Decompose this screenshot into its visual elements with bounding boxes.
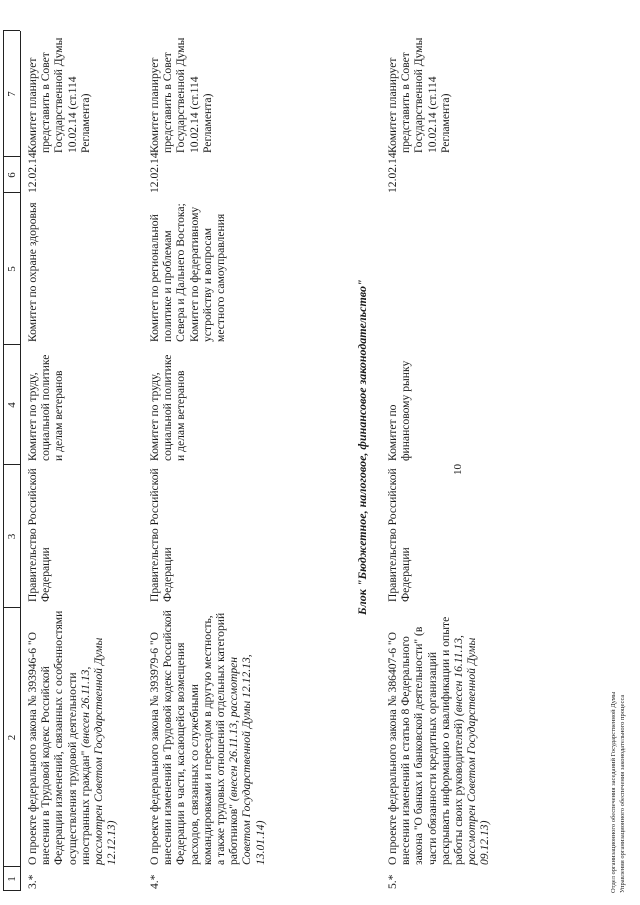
row-number: 3.* — [26, 874, 39, 889]
column-header: 1 — [5, 876, 18, 882]
co-committee: Комитет по региональной политике и проблемам Севера и Дальнего Востока; Комитет по федеративному устройству и вопросам местного самоуправления — [148, 203, 228, 342]
review-date: 12.02.14 — [148, 152, 161, 193]
column-header: 2 — [5, 734, 18, 741]
review-date: 12.02.14 — [386, 152, 399, 193]
bill-status: Комитет планирует представить в Совет Государственной Думы 10.02.14 (ст.114 Регламента) — [148, 37, 214, 153]
responsible-committee: Комитет по труду, социальной политике и делам ветеранов — [148, 354, 188, 461]
responsible-committee: Комитет по финансовому рынку — [386, 360, 413, 461]
bill-status: Комитет планирует представить в Совет Государственной Думы 10.02.14 (ст.114 Регламента) — [386, 37, 452, 153]
review-date: 12.02.14 — [26, 152, 39, 193]
co-committee: Комитет по охране здоровья — [26, 202, 39, 342]
column-header: 7 — [5, 91, 18, 97]
bill-author: Правительство Российской Федерации — [386, 468, 413, 602]
bill-title — [386, 610, 492, 865]
bill-note: (внесен 16.11.13, рассмотрен Советом Государственной Думы 09.12.13) — [452, 635, 492, 865]
footer-line: Управления организационного обеспечения законодательного процесса — [619, 694, 626, 893]
bill-title — [26, 610, 118, 865]
row-number: 5.* — [386, 874, 399, 889]
bill-author: Правительство Российской Федерации — [148, 468, 175, 602]
bill-title-text: О проекте федерального закона № 393946-6 "О внесении в Трудовой кодекс Российской Федерации изменений, связанных с особенностями осуществления трудовой деятельности иностранных граждан" — [26, 610, 92, 865]
bill-status: Комитет планирует представить в Совет Государственной Думы 10.02.14 (ст.114 Регламента) — [26, 37, 92, 153]
bill-author: Правительство Российской Федерации — [26, 468, 53, 602]
header-bottom-border — [20, 31, 21, 891]
responsible-committee: Комитет по труду, социальной политике и делам ветеранов — [26, 354, 66, 461]
column-header: 3 — [5, 533, 18, 540]
bill-note: (внесен 26.11.13, рассмотрен Советом Государственной Думы 12.12.13) — [78, 637, 119, 865]
bill-title — [148, 610, 267, 865]
block-heading: Блок "Бюджетное, налоговое, финансовое законодательство" — [355, 279, 369, 615]
bill-note: (внесен 26.11.13, рассмотрен Советом Государственной Думы 12.12.13, 13.01.14) — [227, 654, 267, 865]
bill-title-text: О проекте федерального закона № 386407-6 "О внесении изменений в статью 8 Федерального закона "О банках и банковской деятельности" (в части обязанности кредитных организаций раскрывать информацию о квалификации и опыте работы своих руководителей) — [386, 616, 466, 865]
row-number: 4.* — [148, 874, 161, 889]
footer-line: Отдел организационного обеспечения заседаний Государственной Думы — [610, 691, 617, 893]
bill-title-text: О проекте федерального закона № 393979-6 "О внесении изменений в Трудовой кодекс Российской Федерации в части, касающейся возмещения расходов, связанных со служебными командировками и переездом в другую местность, а также трудовых отношений отдельных категорий работников" — [148, 610, 241, 865]
column-header: 6 — [5, 172, 18, 178]
column-header: 4 — [5, 402, 18, 408]
page-number: 10 — [452, 464, 464, 475]
column-header: 5 — [5, 266, 18, 272]
